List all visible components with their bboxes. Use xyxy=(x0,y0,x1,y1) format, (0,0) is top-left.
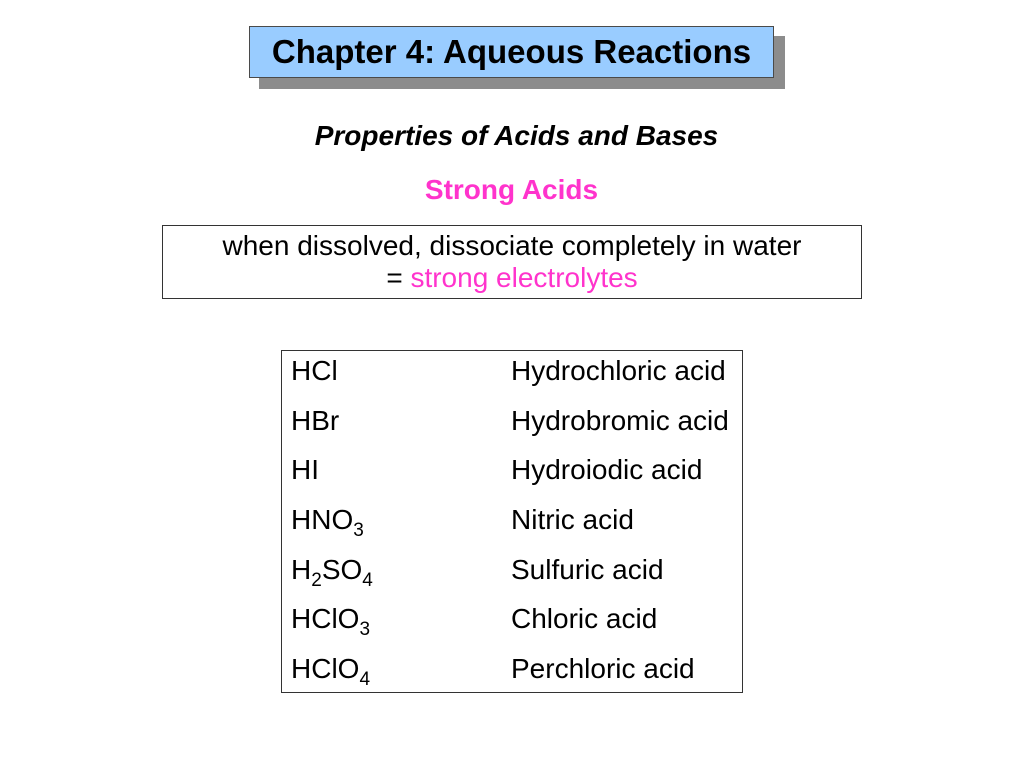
definition-line-1: when dissolved, dissociate completely in water xyxy=(222,230,802,261)
formula-text: H xyxy=(291,553,312,585)
acid-name: Hydrobromic acid xyxy=(511,404,729,436)
acid-name: Nitric acid xyxy=(511,504,634,536)
formula-subscript: 2 xyxy=(311,569,322,591)
slide-title: Chapter 4: Aqueous Reactions xyxy=(249,26,774,78)
table-row xyxy=(281,396,743,446)
formula-text: HNO xyxy=(291,504,354,536)
formula-text: HClO xyxy=(291,603,360,635)
acid-formula xyxy=(281,396,511,446)
acid-name: Hydroiodic acid xyxy=(511,454,703,486)
acid-formula xyxy=(281,545,511,595)
acid-name: Hydrochloric acid xyxy=(511,355,726,386)
section-heading: Strong Acids xyxy=(424,174,599,205)
acid-formula xyxy=(281,644,511,694)
formula-subscript: 4 xyxy=(359,669,371,691)
acid-formula xyxy=(281,445,511,495)
acid-formula xyxy=(281,495,511,545)
acid-name: Chloric acid xyxy=(511,603,658,635)
definition-box xyxy=(162,225,862,299)
formula-subscript: 3 xyxy=(353,520,364,542)
formula-text: HCl xyxy=(291,355,338,386)
table-row xyxy=(281,644,743,694)
formula-text: HClO xyxy=(291,653,360,685)
acid-name: Sulfuric acid xyxy=(511,553,664,585)
table-row xyxy=(281,495,743,545)
formula-text: HBr xyxy=(291,404,340,436)
acid-name: Perchloric acid xyxy=(511,653,695,685)
definition-line-2 xyxy=(163,262,861,294)
definition-highlight: strong electrolytes xyxy=(410,262,638,293)
formula-subscript: 3 xyxy=(359,619,371,641)
formula-subscript: 4 xyxy=(362,569,373,591)
acid-formula xyxy=(281,346,511,396)
table-row xyxy=(281,445,743,495)
definition-equals: = xyxy=(386,262,403,293)
table-row xyxy=(281,346,743,396)
formula-text: HI xyxy=(291,454,319,486)
table-row xyxy=(281,545,743,595)
formula-text: SO xyxy=(321,553,363,585)
acids-table xyxy=(281,346,743,694)
table-row xyxy=(281,594,743,644)
acid-formula xyxy=(281,594,511,644)
section-subtitle: Properties of Acids and Bases xyxy=(314,120,719,151)
